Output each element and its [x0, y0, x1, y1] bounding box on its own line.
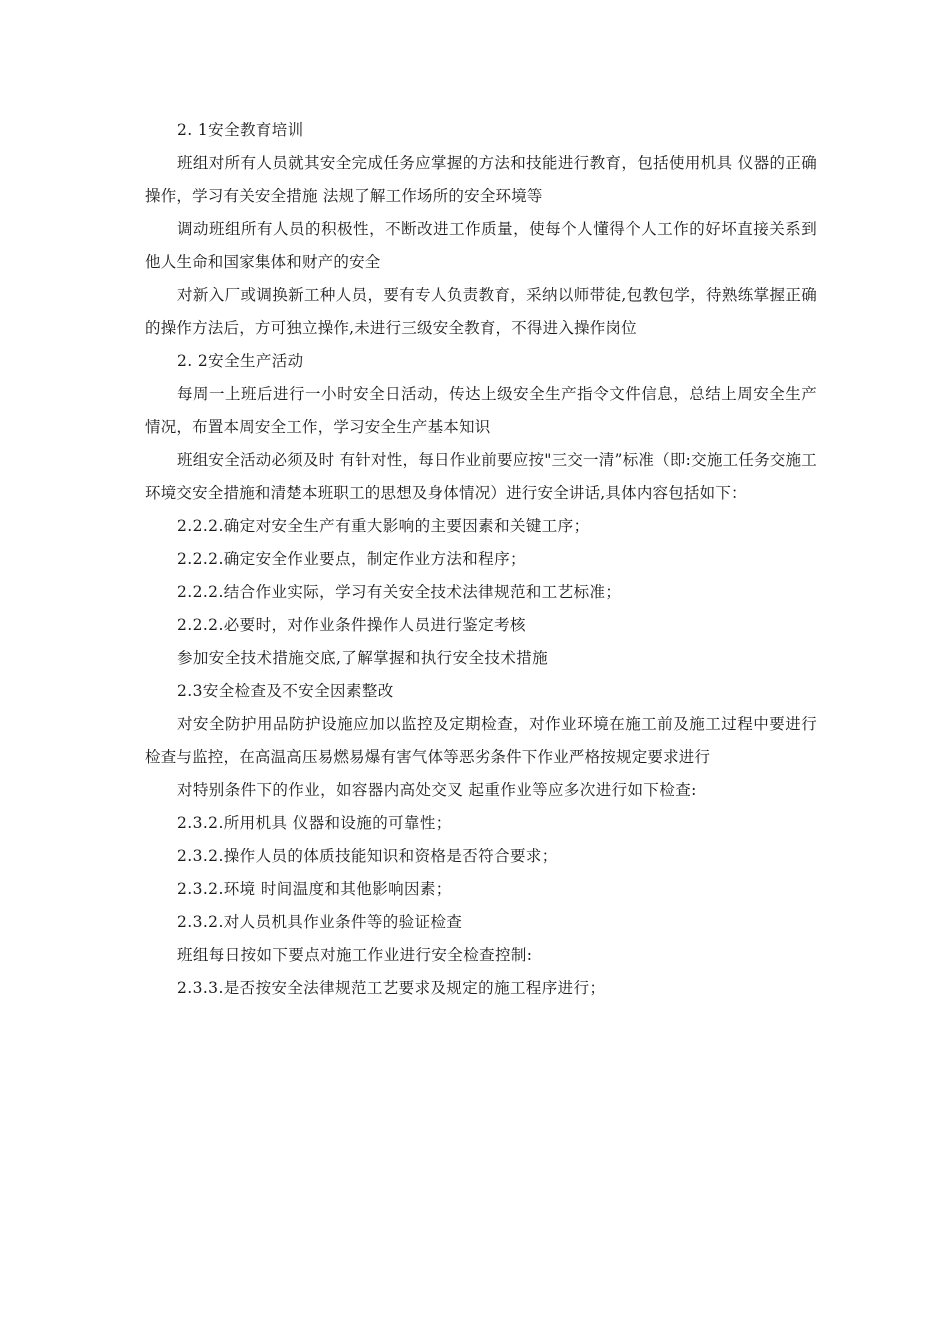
paragraph: 对新入厂或调换新工种人员，要有专人负责教育，采纳以师带徒,包教包学，待熟练掌握正确的操作方法后，方可独立操作,未进行三级安全教育，不得进入操作岗位	[145, 286, 817, 337]
list-item: 2.3.2.环境 时间温度和其他影响因素；	[177, 880, 452, 898]
paragraph: 班组对所有人员就其安全完成任务应掌握的方法和技能进行教育，包括使用机具 仪器的正确操作，学习有关安全措施 法规了解工作场所的安全环境等	[145, 154, 817, 205]
section-heading-2-2: 2. 2安全生产活动	[177, 352, 304, 370]
list-item: 班组每日按如下要点对施工作业进行安全检查控制:	[177, 946, 533, 964]
list-item: 参加安全技术措施交底,了解掌握和执行安全技术措施	[177, 649, 549, 667]
list-item: 2.3.2.对人员机具作业条件等的验证检查	[177, 913, 463, 931]
list-item: 2.2.2.确定安全作业要点，制定作业方法和程序；	[177, 550, 526, 568]
list-item: 2.3.2.操作人员的体质技能知识和资格是否符合要求；	[177, 847, 558, 865]
paragraph: 班组安全活动必须及时 有针对性，每日作业前要应按"三交一清”标准（即:交施工任务交施工环境交安全措施和清楚本班职工的思想及身体情况）进行安全讲话,具体内容包括如下：	[145, 451, 817, 502]
list-item: 2.2.2.必要时，对作业条件操作人员进行鉴定考核	[177, 616, 526, 634]
paragraph: 调动班组所有人员的积极性，不断改进工作质量，使每个人懂得个人工作的好坏直接关系到他人生命和国家集体和财产的安全	[145, 220, 817, 271]
list-item: 2.3.3.是否按安全法律规范工艺要求及规定的施工程序进行；	[177, 979, 606, 997]
list-item: 对特别条件下的作业，如容器内高处交叉 起重作业等应多次进行如下检查:	[177, 781, 697, 799]
section-heading-2-3: 2.3安全检查及不安全因素整改	[177, 682, 394, 700]
paragraph: 对安全防护用品防护设施应加以监控及定期检查，对作业环境在施工前及施工过程中要进行检查与监控，在高温高压易燃易爆有害气体等恶劣条件下作业严格按规定要求进行	[145, 715, 817, 766]
list-item: 2.3.2.所用机具 仪器和设施的可靠性；	[177, 814, 452, 832]
list-item: 2.2.2.确定对安全生产有重大影响的主要因素和关键工序；	[177, 517, 590, 535]
paragraph: 每周一上班后进行一小时安全日活动，传达上级安全生产指令文件信息，总结上周安全生产情况，布置本周安全工作，学习安全生产基本知识	[145, 385, 817, 436]
document-body	[145, 114, 817, 1005]
list-item: 2.2.2.结合作业实际，学习有关安全技术法律规范和工艺标准；	[177, 583, 622, 601]
section-heading-2-1: 2. 1安全教育培训	[177, 121, 304, 139]
